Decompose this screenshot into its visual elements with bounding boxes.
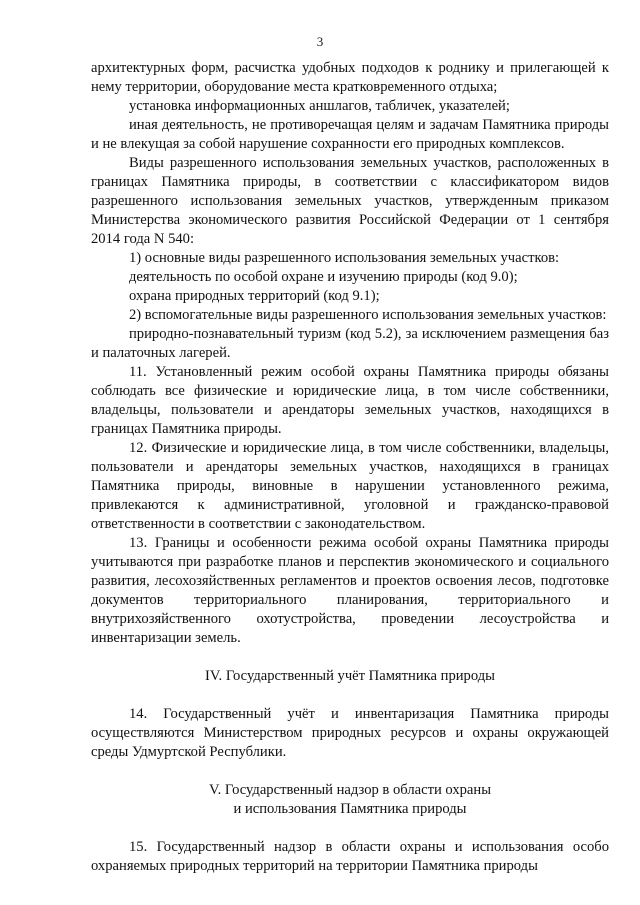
paragraph-continuation: архитектурных форм, расчистка удобных подходов к роднику и прилегающей к нему территории, оборудование места кратковременного отдыха;	[91, 60, 609, 95]
section-heading-v	[91, 781, 609, 819]
paragraph-code-9-0: деятельность по особой охране и изучению природы (код 9.0);	[129, 269, 518, 285]
paragraph-code-9-1: охрана природных территорий (код 9.1);	[129, 288, 380, 304]
section-heading-iv-line: IV. Государственный учёт Памятника природы	[205, 668, 495, 684]
paragraph-12: 12. Физические и юридические лица, в том числе собственники, владельцы, пользователи и арендаторы земельных участков, находящихся в границах Памятника природы, виновные в нарушении установленного режима, привлекаются к административной, уголовной и гражданско-правовой ответственности в соответствии с законодательством.	[91, 440, 609, 532]
paragraph-auxiliary-uses: 2) вспомогательные виды разрешенного использования земельных участков:	[129, 307, 607, 323]
paragraph-11: 11. Установленный режим особой охраны Памятника природы обязаны соблюдать все физические и юридические лица, в том числе собственники, владельцы, пользователи и арендаторы земельных участков, находящихся в границах Памятника природы.	[91, 364, 609, 437]
section-heading-v-line-2: и использования Памятника природы	[233, 801, 467, 817]
paragraph-15: 15. Государственный надзор в области охраны и использования особо охраняемых природных территорий на территории Памятника природы	[91, 839, 609, 874]
paragraph-13: 13. Границы и особенности режима особой охраны Памятника природы учитываются при разработке планов и перспектив экономического и социального развития, лесохозяйственных регламентов и проектов освоения лесов, подготовке документов территориального планирования, территориального и внутрихозяйственного охотустройства, проведении лесоустройства и инвентаризации земель.	[91, 535, 609, 646]
section-heading-iv	[91, 667, 609, 686]
paragraph-code-5-2: природно-познавательный туризм (код 5.2), за исключением размещения баз и палаточных лагерей.	[91, 326, 609, 361]
paragraph-info-signs: установка информационных аншлагов, табличек, указателей;	[129, 98, 510, 114]
paragraph-14: 14. Государственный учёт и инвентаризация Памятника природы осуществляются Министерством природных ресурсов и охраны окружающей среды Удмуртской Республики.	[91, 706, 609, 760]
section-heading-v-line-1: V. Государственный надзор в области охраны	[208, 782, 492, 798]
page-number: 3	[316, 34, 324, 49]
paragraph-permitted-use: Виды разрешенного использования земельных участков, расположенных в границах Памятника природы, в соответствии с классификатором видов разрешенного использования земельных участков, утвержденным приказом Министерства экономического развития Российской Федерации от 1 сентября 2014 года N 540:	[91, 155, 609, 247]
document-body	[91, 59, 609, 876]
paragraph-main-uses: 1) основные виды разрешенного использования земельных участков:	[129, 250, 560, 266]
paragraph-other-activity: иная деятельность, не противоречащая целям и задачам Памятника природы и не влекущая за собой нарушение сохранности его природных комплексов.	[91, 117, 609, 152]
